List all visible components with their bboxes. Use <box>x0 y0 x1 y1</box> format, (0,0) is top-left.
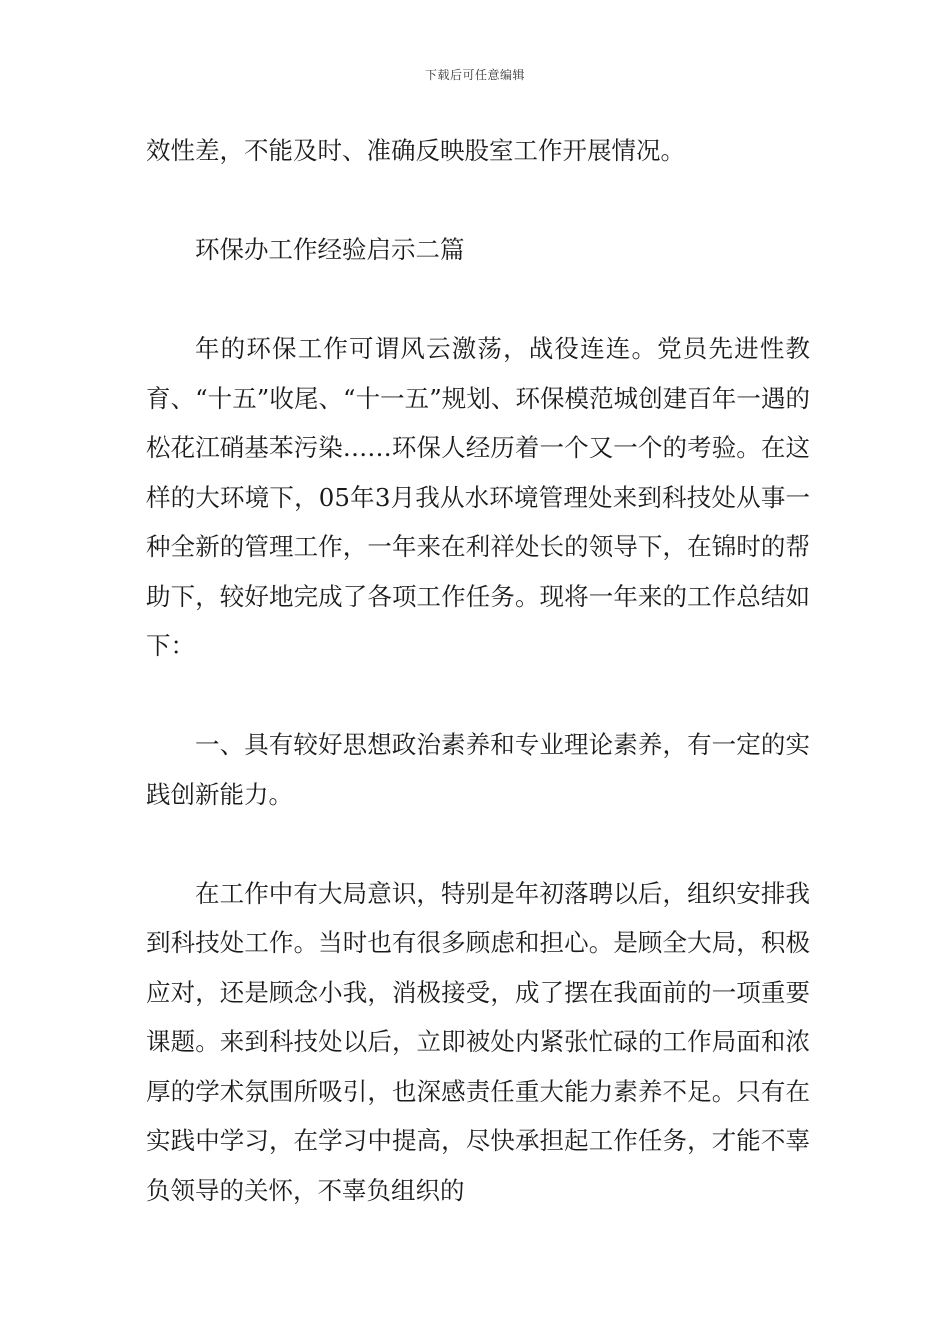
paragraph-body: 在工作中有大局意识，特别是年初落聘以后，组织安排我到科技处工作。当时也有很多顾虑和担心。是顾全大局，积极应对，还是顾念小我，消极接受，成了摆在我面前的一项重要课题。来到科技处以后，立即被处内紧张忙碌的工作局面和浓厚的学术氛围所吸引，也深感责任重大能力素养不足。只有在实践中学习，在学习中提高，尽快承担起工作任务，才能不辜负领导的关怀，不辜负组织的 <box>146 878 810 1205</box>
header-note: 下载后可任意编辑 <box>424 68 525 82</box>
section-title: 环保办工作经验启示二篇 <box>195 235 465 264</box>
paragraph-intro: 年的环保工作可谓风云激荡，战役连连。党员先进性教育、“十五”收尾、“十一五”规划、环保模范城创建百年一遇的松花江硝基苯污染……环保人经历着一个又一个的考验。在这样的大环境下，05年3月我从水环境管理处来到科技处从事一种全新的管理工作，一年来在利祥处长的领导下，在锦时的帮助下，较好地完成了各项工作任务。现将一年来的工作总结如下： <box>146 334 810 660</box>
paragraph-continuation: 效性差，不能及时、准确反映股室工作开展情况。 <box>146 136 685 165</box>
paragraph-heading-one: 一、具有较好思想政治素养和专业理论素养，有一定的实践创新能力。 <box>146 730 810 809</box>
document-body <box>146 126 810 1215</box>
